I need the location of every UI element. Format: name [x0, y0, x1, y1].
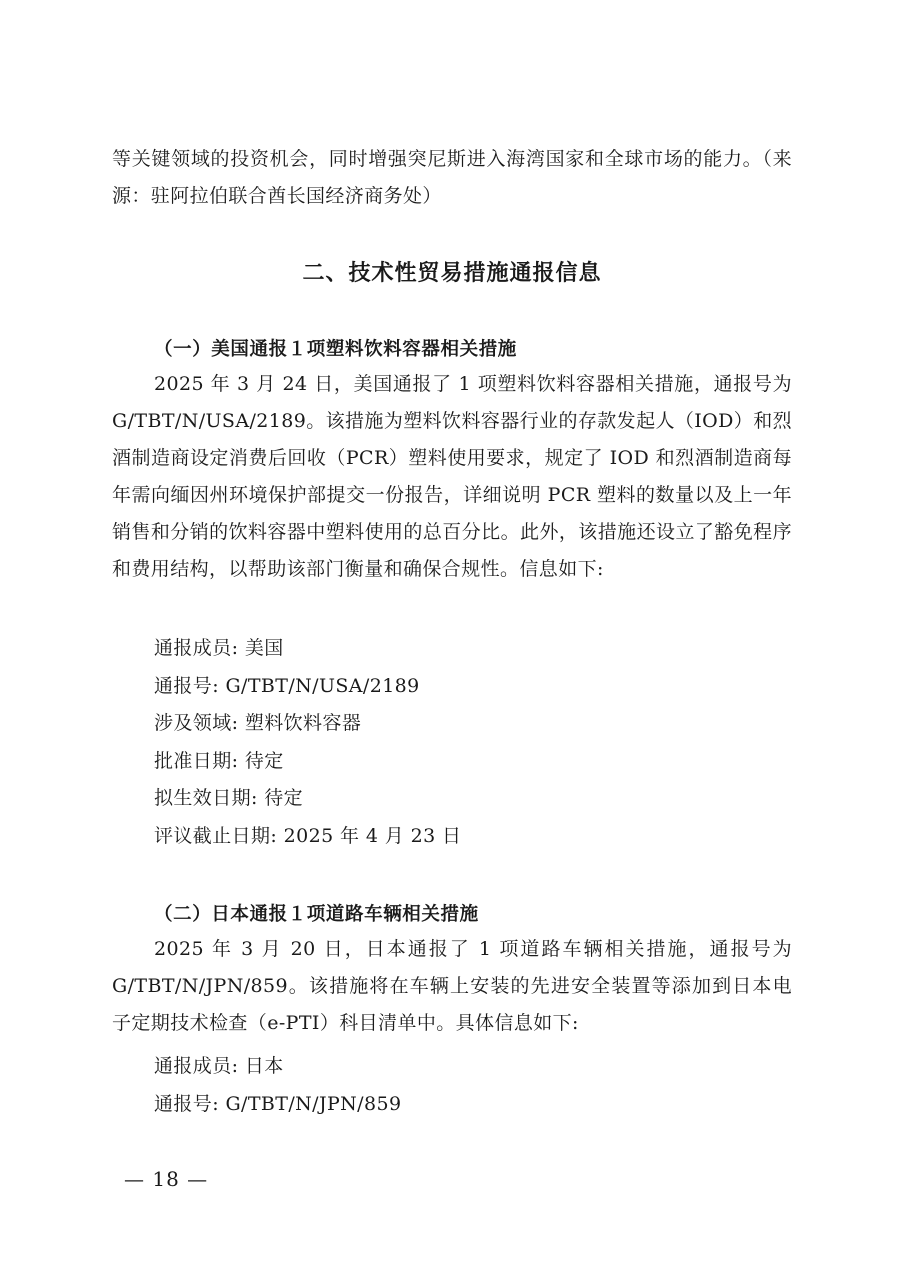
item1-title: （一）美国通报１项塑料饮料容器相关措施: [154, 339, 517, 360]
intro-text: 等关键领域的投资机会，同时增强突尼斯进入海湾国家和全球市场的能力。（来源：驻阿拉伯联合酋长国经济商务处）: [112, 148, 792, 207]
item2-body-block: [112, 931, 792, 1042]
info-line: 通报成员: 日本: [154, 1055, 284, 1077]
item1-body: 2025 年 3 月 24 日，美国通报了 1 项塑料饮料容器相关措施，通报号为 G/TBT/N/USA/2189。该措施为塑料饮料容器行业的存款发起人（IOD）和烈酒制造商设定消费后回收（PCR）塑料使用要求，规定了 IOD 和烈酒制造商每年需向缅因州环境保护部提交一份报告，详细说明 PCR 塑料的数量以及上一年销售和分销的饮料容器中塑料使用的总百分比。此外，该措施还设立了豁免程序和费用结构，以帮助该部门衡量和确保合规性。信息如下:: [112, 373, 792, 580]
info-line: 评议截止日期: 2025 年 4 月 23 日: [154, 824, 462, 847]
intro-paragraph: [112, 141, 792, 215]
item1-info-list: [154, 630, 461, 855]
item1-body-block: [112, 366, 792, 588]
item2-body: 2025 年 3 月 20 日，日本通报了 1 项道路车辆相关措施，通报号为 G/TBT/N/JPN/859。该措施将在车辆上安装的先进安全装置等添加到日本电子定期技术检查（e-PTI）科目清单中。具体信息如下:: [112, 938, 792, 1034]
item2-title: （二）日本通报１项道路车辆相关措施: [154, 904, 479, 925]
section-title: 二、技术性贸易措施通报信息: [302, 261, 602, 286]
info-line: 拟生效日期: 待定: [154, 787, 304, 809]
info-line: 通报号: G/TBT/N/USA/2189: [154, 674, 420, 697]
info-line: 批准日期: 待定: [154, 749, 284, 772]
info-line: 涉及领域: 塑料饮料容器: [154, 712, 362, 734]
item2-info-list: [154, 1048, 401, 1123]
info-line: 通报号: G/TBT/N/JPN/859: [154, 1092, 402, 1115]
page-number: — 18 —: [124, 1167, 209, 1191]
info-line: 通报成员: 美国: [154, 637, 284, 659]
